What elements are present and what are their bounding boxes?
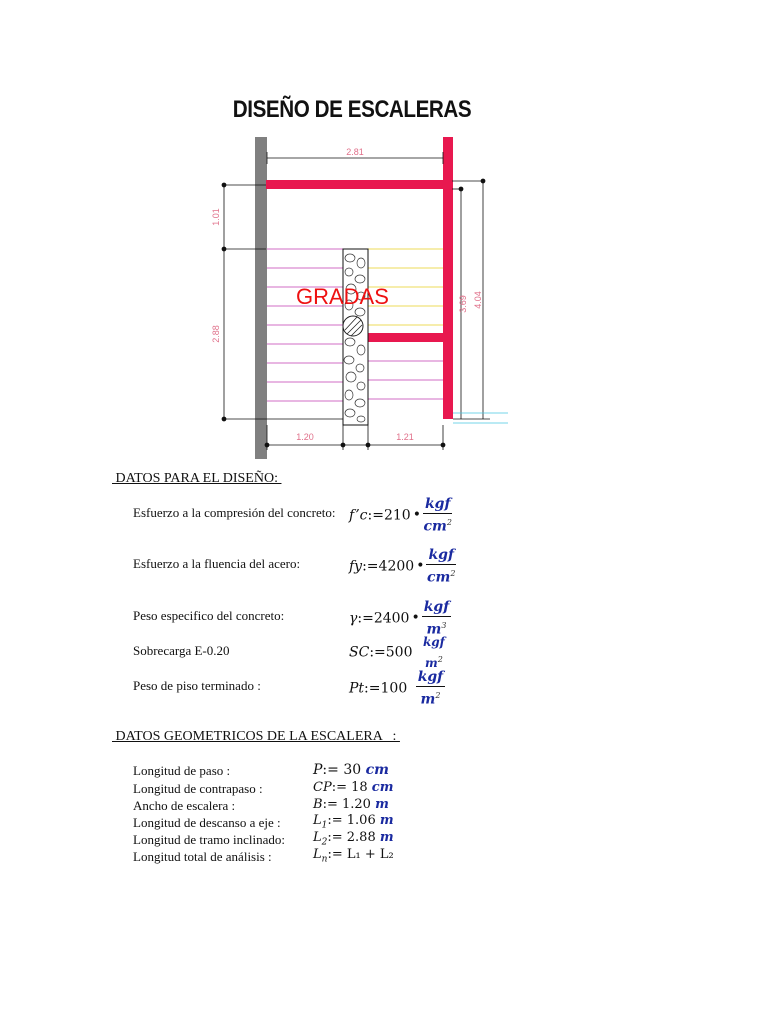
design-row-formula: fy:=4200 • $\frac{\text{kgf}}{cm^2}$: [349, 547, 456, 586]
geometry-row-label: Longitud total de análisis :: [133, 849, 272, 864]
design-row-formula: Pt:=100 $\frac{\text{kgf}}{m^2}$: [349, 669, 444, 708]
design-data-heading: DATOS PARA EL DISEÑO:: [112, 471, 282, 486]
design-row-formula: f’c:=210 • $\frac{\text{kgf}}{cm^2}$: [349, 496, 452, 535]
geometry-row-label: Longitud de tramo inclinado:: [133, 832, 285, 847]
dim-right-outer-label: 4.04: [473, 291, 483, 309]
stair-plan-drawing: [0, 0, 768, 470]
top-beam: [266, 180, 452, 189]
design-row-formula: SC:=500 kgf $m^2$: [349, 635, 445, 670]
geometry-row-label: Longitud de contrapaso :: [133, 781, 263, 796]
design-row-label: Esfuerzo a la compresión del concreto:: [133, 505, 336, 520]
design-row-label: Esfuerzo a la fluencia del acero:: [133, 556, 301, 571]
dim-right-inner-label: 3.69: [458, 295, 468, 313]
design-row-formula: γ:=2400 • $\frac{\text{kgf}}{m^3}$: [349, 599, 450, 638]
central-stone-wall: [343, 249, 368, 425]
geometry-row-formula: $L_1:= 1.06$ m: [313, 813, 394, 831]
design-row-label: Sobrecarga E-0.20: [133, 643, 230, 658]
landing-beam: [368, 333, 444, 342]
geometry-row-formula: $L_n:= L_1 + L_2$: [313, 847, 394, 865]
page-title: DISEÑO DE ESCALERAS: [232, 96, 472, 123]
design-row-label: Peso de piso terminado :: [133, 678, 261, 693]
dim-left-lower-label: 2.88: [211, 325, 221, 343]
dim-top-label: 2.81: [346, 147, 364, 157]
dim-left-upper-label: 1.01: [211, 208, 221, 226]
geometry-row-label: Ancho de escalera :: [133, 798, 236, 813]
gradas-label: GRADAS: [296, 284, 389, 309]
geometry-row-formula: P:= 30 cm: [313, 762, 389, 778]
dim-bottom-right-label: 1.21: [396, 432, 414, 442]
dim-bottom-left-label: 1.20: [296, 432, 314, 442]
geometry-row-formula: B:= 1.20 m: [313, 797, 389, 812]
steps-left: [267, 249, 343, 401]
geometry-heading: DATOS GEOMETRICOS DE LA ESCALERA :: [112, 729, 400, 744]
steps-right: [368, 249, 443, 399]
geometry-row-formula: $L_2:= 2.88$ m: [313, 830, 394, 848]
design-row-label: Peso especifico del concreto:: [133, 608, 285, 623]
right-column: [443, 137, 453, 419]
geometry-row-label: Longitud de descanso a eje :: [133, 815, 281, 830]
geometry-row-formula: CP:= 18 cm: [313, 780, 394, 795]
geometry-row-label: Longitud de paso :: [133, 763, 231, 778]
